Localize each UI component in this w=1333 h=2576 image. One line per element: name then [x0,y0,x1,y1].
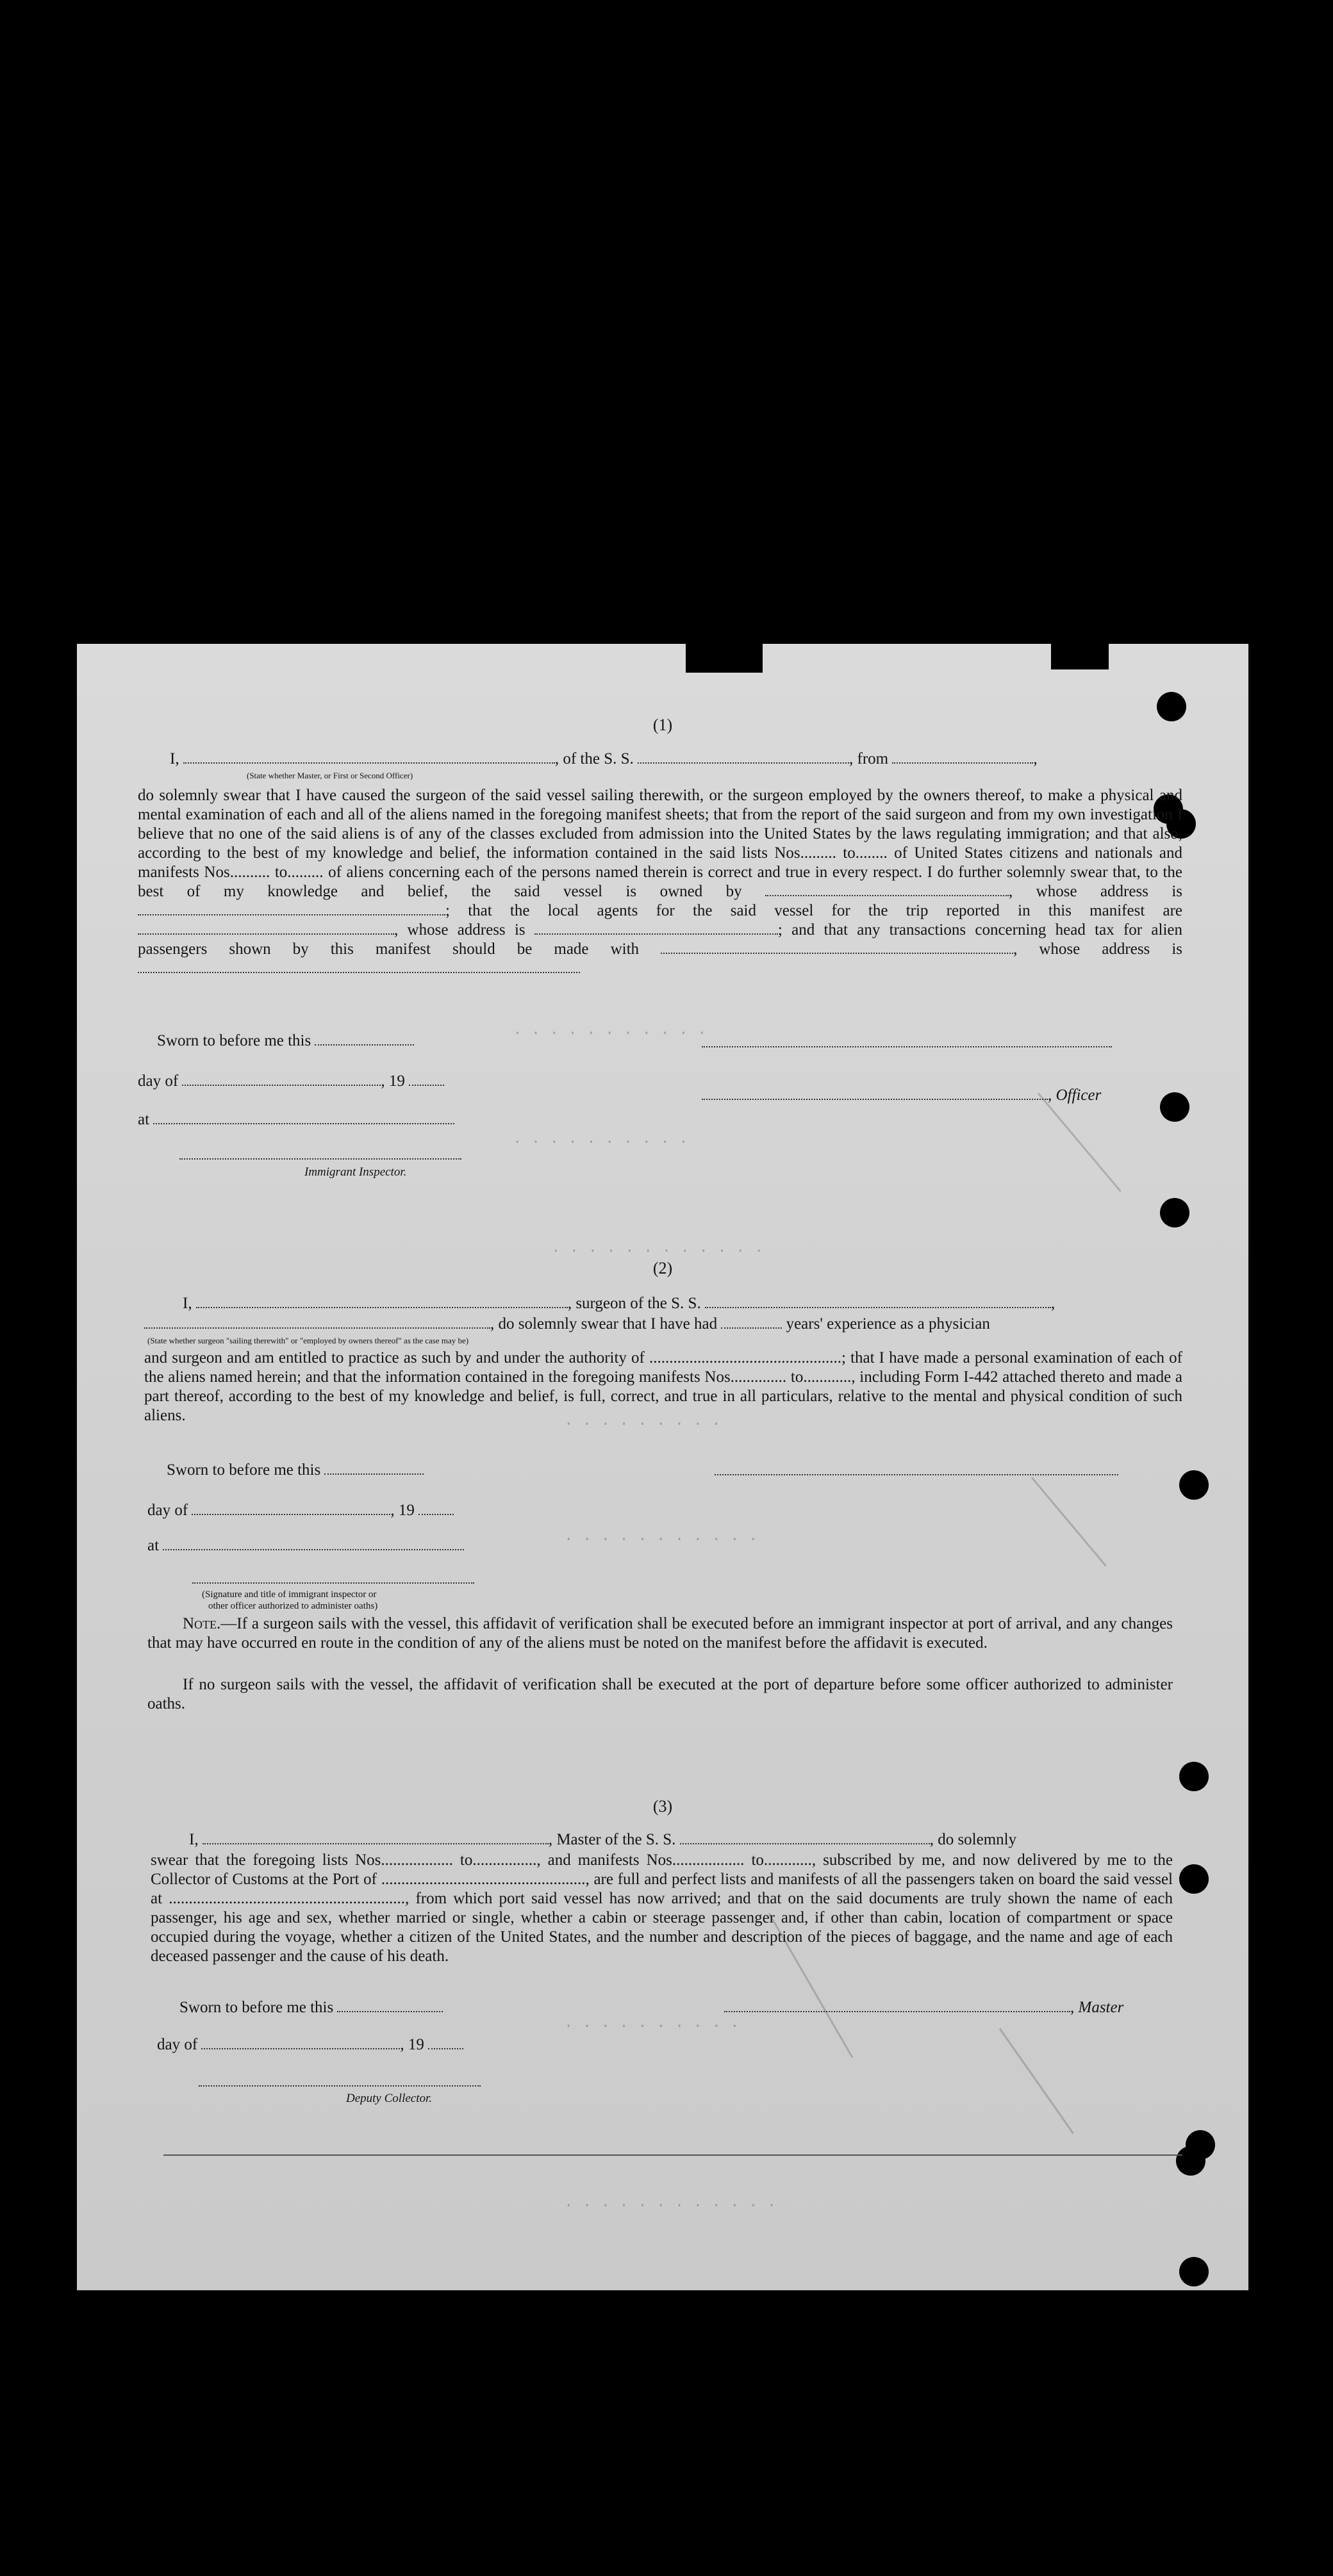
section-1-officer-line: I, , of the S. S. , from , [170,750,1038,767]
bleed-through-stroke [999,2028,1074,2135]
section-2-at-line [147,1536,464,1555]
section-3-day-line [157,2035,463,2055]
section-1-from-label: , from [849,750,889,767]
section-2-number: (2) [652,1259,673,1277]
vessel-name-field[interactable] [638,750,849,764]
agents-address-field[interactable] [534,921,778,935]
section-1-day-of-label: day of [138,1072,179,1090]
section-1-year-field[interactable] [409,1072,444,1086]
agents-field[interactable] [138,921,394,935]
section-2-at-field[interactable] [163,1536,464,1550]
section-3-master-label: , Master [1070,1999,1124,2016]
section-1-signature-line[interactable] [702,1046,1112,1047]
bleed-through-text: . . . . . . . . . . . [564,1528,758,1545]
section-2-sig-hint-1: (Signature and title of immigrant inspector or [202,1589,377,1600]
section-1-whose-address-label-3: , whose address is [1013,940,1182,958]
section-2-hint: (State whether surgeon "sailing therewith" or "employed by owners thereof" as the case may be) [147,1336,469,1345]
section-3-solemnly-label: , do solemnly [929,1831,1017,1848]
section-3-month-field[interactable] [201,2035,400,2049]
owner-field[interactable] [765,882,1009,896]
section-1-inspector-signature-line[interactable] [179,1158,461,1160]
section-3-collector-signature-line[interactable] [199,2085,481,2087]
section-1-i-label: I, [170,750,179,767]
section-2-month-field[interactable] [192,1501,390,1515]
punch-hole [1179,1864,1209,1894]
section-1-of-ss-label: , of the S. S. [554,750,634,767]
section-1-hint: (State whether Master, or First or Second Officer) [247,771,413,780]
section-2-at-label: at [147,1537,160,1554]
section-1-sworn-label: Sworn to before me this [157,1032,311,1049]
section-2-paragraph: and surgeon and am entitled to practice as such by and under the authority of ................................................; that I have made a personal examination of each of the aliens named herein; and that the information contained in the foregoing manifests Nos.............. to............, including Form I-442 attached thereto and made a part thereof, according to the best of my knowledge and belief, is full, correct, and true in all particulars, relative to the mental and physical condition of such aliens. [144,1349,1182,1424]
tax-party-field[interactable] [661,940,1013,954]
section-3-deputy-label: Deputy Collector. [346,2092,433,2105]
punch-hole [1179,2257,1209,2286]
section-1-at-label: at [138,1111,150,1128]
section-2-note [147,1614,1173,1653]
from-port-field[interactable] [892,750,1033,764]
section-2-sworn-label: Sworn to before me this [167,1461,321,1479]
bleed-through-text: . . . . . . . . . . . . [564,2194,777,2211]
section-3-vessel-field[interactable] [680,1830,930,1844]
bleed-through-stroke [1031,1477,1107,1567]
years-experience-field[interactable] [721,1315,782,1329]
bleed-through-text: . . . . . . . . . . [513,1131,688,1148]
master-name-field[interactable] [203,1830,549,1844]
section-1-officer-line-2 [702,1086,1101,1105]
surgeon-status-field[interactable] [144,1315,490,1329]
section-2-day-of-label: day of [147,1502,188,1519]
section-3-sworn-day-field[interactable] [337,1998,443,2012]
section-3-paragraph: swear that the foregoing lists Nos.................. to................, and manifests Nos.................. to............, subscribed by me, and now delivered by me to the Collector of Customs at the Port of ..................................................., are full and perfect lists and manifests of all the passengers taken on board the said vessel at ..........................................................., from which port said vessel has now arrived; and that on the said documents are truly shown the name of each passenger, his age and sex, whether married or single, whether a cabin or steerage passenger and, if other than cabin, location of compartment or space occupied during the voyage, whether a citizen of the United States, and the number and description of the pieces of baggage, and the name and age of each deceased passenger and the cause of his death. [151,1851,1173,1965]
section-2-years-label: years' experience as a physician [786,1315,990,1333]
section-2-sworn-line [167,1461,424,1480]
punch-hole [1179,1762,1209,1791]
punch-hole [1176,2146,1205,2176]
section-3-master-line [189,1830,1016,1850]
section-1-officer-label: , Officer [1048,1087,1102,1104]
section-1-whose-address-label-2: whose address is [407,921,526,939]
section-1-officer-signature-field[interactable] [702,1086,1048,1100]
officer-name-field[interactable] [183,750,555,764]
bleed-through-text: . . . . . . . . . . [564,2015,740,2032]
section-3-year-field[interactable] [428,2035,463,2049]
section-2-surgeon-of-label: , surgeon of the S. S. [567,1295,701,1312]
bleed-through-text: . . . . . . . . . [564,1413,721,1430]
section-3-sworn-label: Sworn to before me this [179,1999,334,2016]
section-3-year-label: , 19 [400,2036,424,2053]
section-1-paragraph: do solemnly swear that I have caused the surgeon of the said vessel sailing therewith, or the surgeon employed by the owners thereof, to make a physical and mental examination of each and all of the aliens named in the foregoing manifest sheets; that from the report of the said surgeon and from my own investigation I believe that no one of the said aliens is of any of the classes excluded from admission into the United States by the laws regulating immigration; and that also, according to the best of my knowledge and belief, the information contained in the said lists Nos......... to........ of United States citizens and nationals and manifests Nos.......... to......... of aliens concerning each of the persons named therein is correct and true in every respect. I do further solemnly swear that, to the best of my knowledge and belief, the said vessel is owned by [138,787,1182,900]
section-3-master-of-label: , Master of the S. S. [548,1831,676,1848]
section-2-note-label: Note. [183,1615,221,1632]
form-paper [77,644,1248,2290]
section-2-swear-line [144,1315,990,1334]
section-3-day-of-label: day of [157,2036,198,2053]
form-bottom-rule [163,2154,1182,2156]
section-1-oath-text: do solemnly swear that I have caused the surgeon of the said vessel sailing therewith, or the surgeon employed by the owners thereof, to make a physical and mental examination of each and all of the aliens named in the foregoing manifest sheets; that from the report of the said surgeon and from my own investigation I believe that no one of the said aliens is of any of the classes excluded from admission into the United States by the laws regulating immigration; and that also, according to the best of my knowledge and belief, the information contained in the said lists Nos......... to........ of United States citizens and nationals and manifests Nos.......... to......... of aliens concerning each of the persons named therein is correct and true in every respect. I do further solemnly swear that, to the best of my knowledge and belief, the said vessel is owned by , whose address is ; that the local agents for the said vessel for the trip reported in this manifest are , whose address is ; and that any transactions concerning head tax for alien passengers shown by this manifest should be made with , whose address is [138,786,1182,978]
section-3-number: (3) [652,1797,673,1816]
bleed-through-text: . . . . . . . . . . . . [551,1240,764,1257]
bleed-through-text: . . . . . . . . . . . [513,1022,707,1039]
section-1-whose-address-label: , whose address is [1009,883,1183,900]
tax-party-address-field[interactable] [138,959,580,973]
section-2-note-2: If no surgeon sails with the vessel, the affidavit of verification shall be executed at the port of departure before some officer authorized to administer oaths. [147,1676,1173,1712]
section-2-vessel-field[interactable] [705,1294,1051,1308]
section-2-sworn-day-field[interactable] [324,1461,424,1475]
torn-edge [1051,644,1109,669]
section-1-day-line [138,1072,444,1091]
section-3-master-signature-field[interactable] [724,1998,1070,2012]
section-2-sig-hint-2: other officer authorized to administer oaths) [208,1601,378,1611]
punch-hole [1179,1470,1209,1500]
punch-hole [1160,1198,1189,1227]
section-2-signature-line[interactable] [715,1474,1118,1475]
bleed-through-stroke [1038,1093,1122,1192]
section-1-sworn-line [157,1031,414,1051]
section-2-surgeon-line: I, , surgeon of the S. S. , [183,1295,1056,1312]
section-3-i-label: I, [189,1831,199,1848]
section-2-note-text: —If a surgeon sails with the vessel, this affidavit of verification shall be executed before an immigrant inspector at port of arrival, and any changes that may have occurred en route in the condition of any of the aliens must be noted on the manifest before the affidavit is executed. [147,1615,1173,1652]
section-3-master-signature-line [724,1998,1123,2017]
section-2-year-field[interactable] [418,1501,454,1515]
owner-address-field[interactable] [138,901,445,915]
section-1-tax-label: ; and that any transactions concerning head tax for alien passengers shown by this manifest should be made with [138,921,1182,958]
section-1-at-line [138,1110,454,1129]
torn-edge [686,644,763,673]
section-1-agents-label: that the local agents for the said vessel for the trip reported in this manifest are [468,902,1183,919]
section-1-at-field[interactable] [153,1110,454,1124]
section-2-i-label: I, [183,1295,192,1312]
section-2-inspector-signature-line[interactable] [192,1582,474,1584]
surgeon-name-field[interactable] [196,1294,568,1308]
section-1-number: (1) [652,716,673,734]
section-3-sworn-line [179,1998,443,2017]
section-2-day-line [147,1501,454,1520]
section-1-month-field[interactable] [182,1072,381,1086]
section-1-sworn-day-field[interactable] [315,1031,414,1046]
section-1-year-label: , 19 [381,1072,405,1090]
punch-hole [1160,1092,1189,1122]
section-2-year-label: , 19 [390,1502,415,1519]
section-1-inspector-label: Immigrant Inspector. [304,1165,407,1179]
section-2-swear-label: , do solemnly swear that I have had [490,1315,718,1333]
